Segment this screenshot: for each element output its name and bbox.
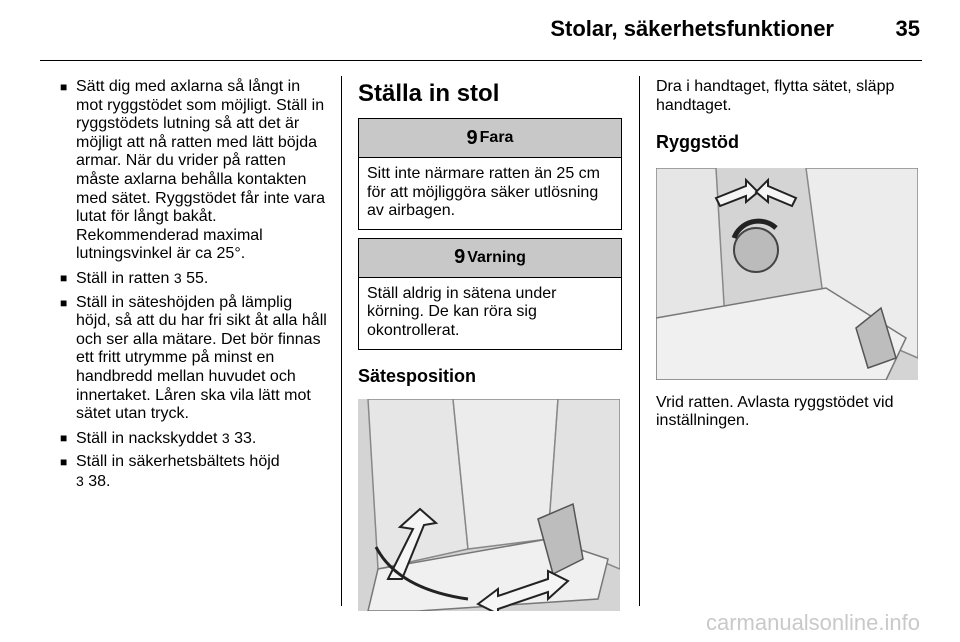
warning-box	[358, 238, 622, 350]
header-title: Stolar, säkerhetsfunktioner	[550, 16, 834, 41]
watermark: carmanualsonline.info	[705, 610, 920, 635]
list-item: ■ Ställ in säteshöjden på lämplig höjd, så att du har fri sikt åt alla håll och ser alla mätare. Det bör finnas ett fritt utrymme på minst en handbredd mellan huvudet och innertaket. Låren ska vila lätt mot sätet utan tryck.	[60, 294, 328, 424]
column-divider-1	[341, 76, 342, 606]
page-reference[interactable]: 3 55.	[173, 269, 209, 287]
page-reference[interactable]: 3 38.	[76, 472, 111, 490]
warning-text: Ställ aldrig in sätena under körning. De kan röra sig okontrollerat.	[367, 284, 557, 339]
danger-header	[359, 119, 621, 158]
bullet-list	[60, 78, 328, 491]
list-item: ■ Ställ in nackskyddet 3 33.	[60, 429, 328, 449]
warning-triangle-icon: 9	[454, 246, 466, 269]
list-item: ■ Ställ in säkerhetsbältets höjd 3 38.	[60, 453, 328, 491]
danger-box	[358, 118, 622, 230]
page-number: 35	[895, 16, 920, 41]
page-reference[interactable]: 3 33.	[221, 429, 257, 447]
warning-header	[359, 239, 621, 278]
list-item: ■ Sätt dig med axlarna så långt in mot ryggstödet som möjligt. Ställ in ryggstödets lutning så att det är möjligt att nå ratten med lätt böjda armar. När du vrider på ratten måste axlarna behålla kontakten med sätet. Ryggstödet får inte vara lutat för långt bakåt. Rekommenderad maximal lutningsvinkel är ca 25°.	[60, 78, 328, 264]
column-3	[656, 78, 922, 431]
header-rule	[40, 60, 922, 61]
seat-illustration-svg	[358, 399, 620, 611]
column-divider-2	[639, 76, 640, 606]
reference-arrow-icon: 3	[76, 472, 84, 489]
seat-position-illustration	[358, 399, 620, 611]
column-2	[358, 78, 624, 611]
backrest-caption: Vrid ratten. Avlasta ryggstödet vid inställningen.	[656, 393, 894, 430]
list-item: ■ Ställ in ratten 3 55.	[60, 269, 328, 289]
danger-label: Fara	[479, 129, 514, 146]
warning-triangle-icon: 9	[466, 126, 478, 149]
backrest-heading: Ryggstöd	[656, 132, 739, 153]
reference-arrow-icon: 3	[173, 269, 182, 286]
danger-text: Sitt inte närmare ratten än 25 cm för att möjliggöra säker utlösning av airbagen.	[367, 165, 600, 220]
seat-position-heading: Sätesposition	[358, 365, 477, 386]
backrest-illustration	[656, 168, 918, 380]
column-1	[60, 78, 328, 496]
backrest-illustration-svg	[656, 168, 918, 380]
warning-label: Varning	[467, 248, 526, 266]
intro-text: Dra i handtaget, flytta sätet, släpp handtaget.	[656, 78, 895, 114]
reference-arrow-icon: 3	[221, 429, 230, 446]
section-title: Ställa in stol	[358, 80, 500, 107]
